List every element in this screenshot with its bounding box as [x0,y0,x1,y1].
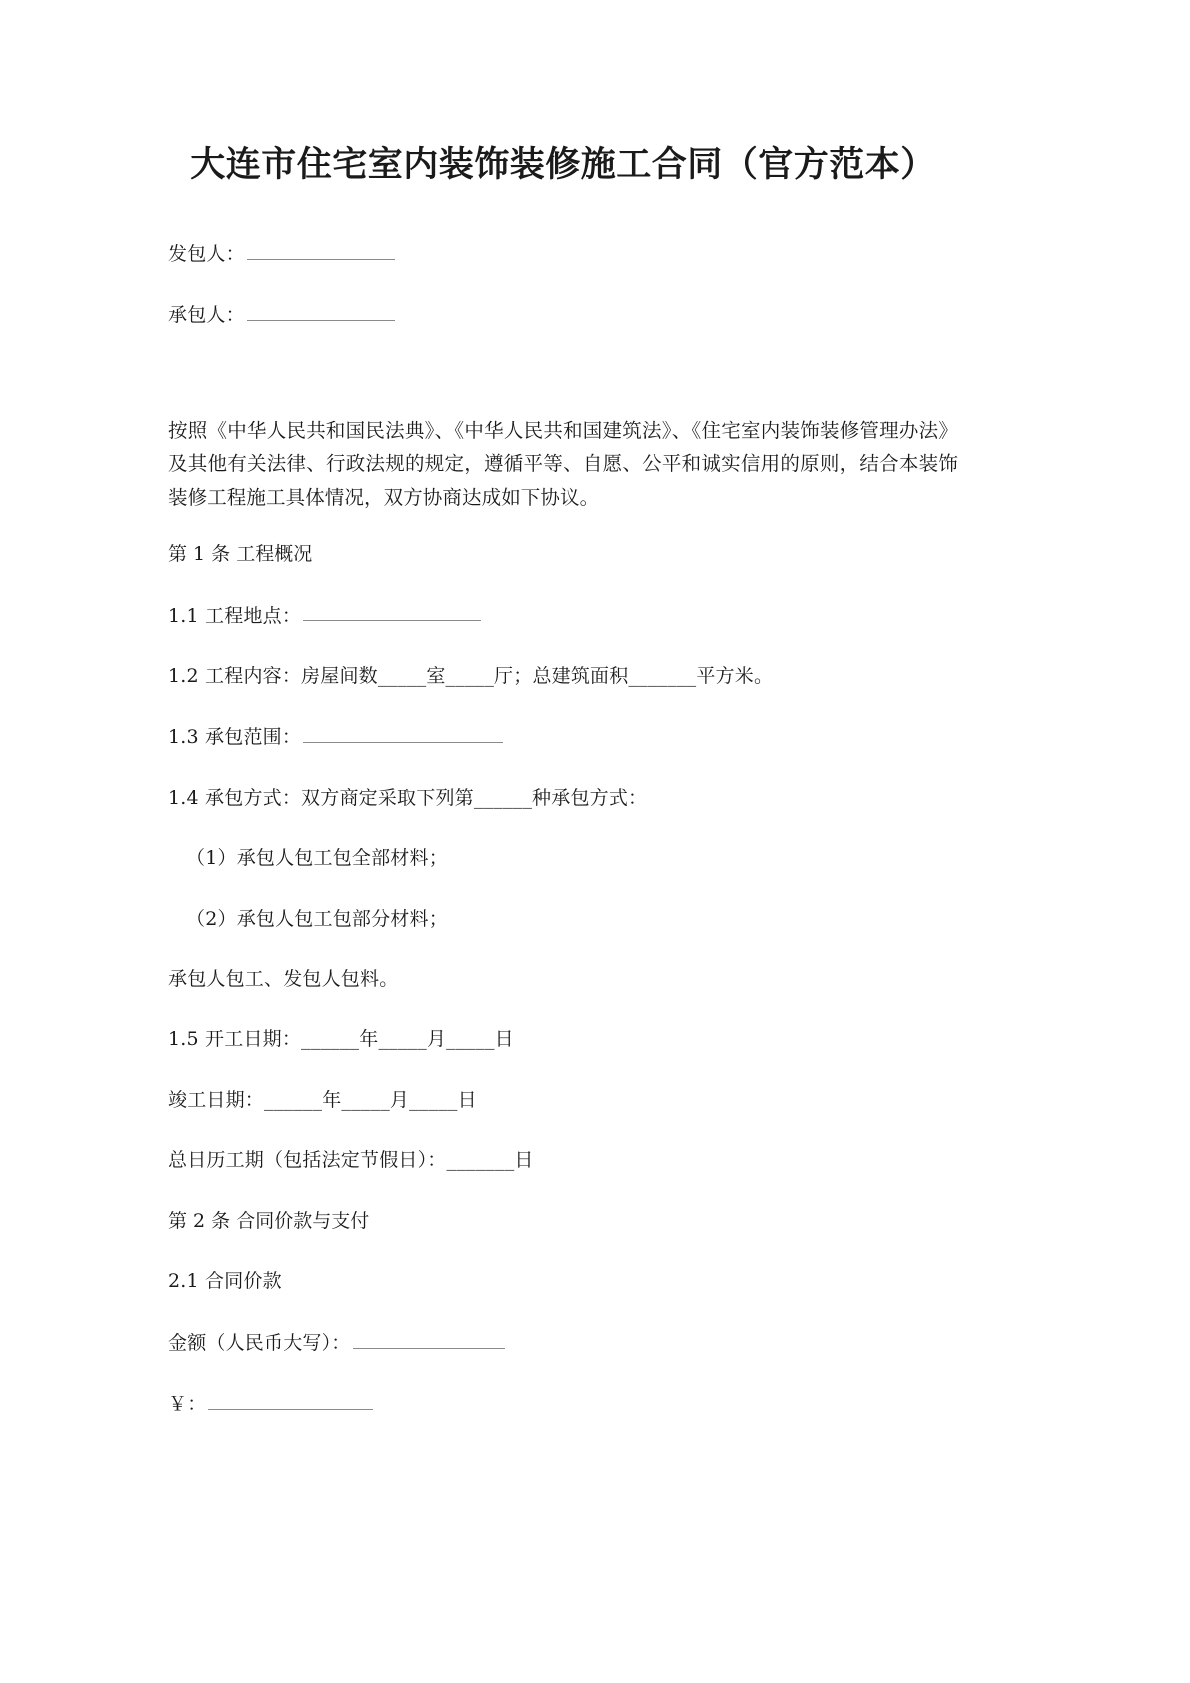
clause-1-2: 1.2 工程内容：房屋间数_____室_____厅；总建筑面积_______平方米。 [168,664,774,687]
clause-1-1-blank[interactable] [303,601,481,622]
document-content [168,0,958,1450]
clause-1-1-label: 1.1 工程地点： [168,604,302,627]
clause-1-1 [168,601,958,631]
clause-1-4-option-1: （1）承包人包工包全部材料； [186,847,448,870]
clause-1-5-start-date: 1.5 开工日期：______年_____月_____日 [168,1028,514,1051]
section-2-heading: 第 2 条 合同价款与支付 [168,1209,370,1232]
clause-completion-date: 竣工日期：______年_____月_____日 [168,1088,477,1111]
amount-words-blank[interactable] [353,1328,505,1349]
clause-1-3-label: 1.3 承包范围： [168,726,302,749]
employer-blank[interactable] [247,239,395,260]
clause-1-3-blank[interactable] [303,722,503,743]
clause-amount-figures [168,1389,958,1419]
contractor-line [168,300,958,330]
yen-symbol-label: ￥： [168,1392,207,1415]
contractor-label: 承包人： [168,304,245,327]
clause-1-3 [168,722,958,752]
amount-figures-blank[interactable] [208,1389,373,1410]
clause-amount-words [168,1328,958,1358]
clause-1-4-option-3: 承包人包工、发包人包料。 [168,968,399,991]
page-title: 大连市住宅室内装饰装修施工合同（官方范本） [190,144,936,185]
clause-1-4: 1.4 承包方式：双方商定采取下列第______种承包方式： [168,786,648,809]
clause-1-4-option-2: （2）承包人包工包部分材料； [186,907,448,930]
parties-block [168,239,958,331]
vertical-spacer [168,362,958,414]
clause-total-duration: 总日历工期（包括法定节假日）：_______日 [168,1149,534,1172]
clause-2-1: 2.1 合同价款 [168,1270,282,1293]
employer-label: 发包人： [168,242,245,265]
contractor-blank[interactable] [247,300,395,321]
preamble-paragraph: 按照《中华人民共和国民法典》、《中华人民共和国建筑法》、《住宅室内装饰装修管理办法》及其他有关法律、行政法规的规定，遵循平等、自愿、公平和诚实信用的原则，结合本装饰装修工程施工具体情况，双方协商达成如下协议。 [168,418,958,509]
section-1-heading: 第 1 条 工程概况 [168,543,313,566]
employer-line [168,239,958,269]
amount-words-label: 金额（人民币大写）： [168,1331,351,1354]
